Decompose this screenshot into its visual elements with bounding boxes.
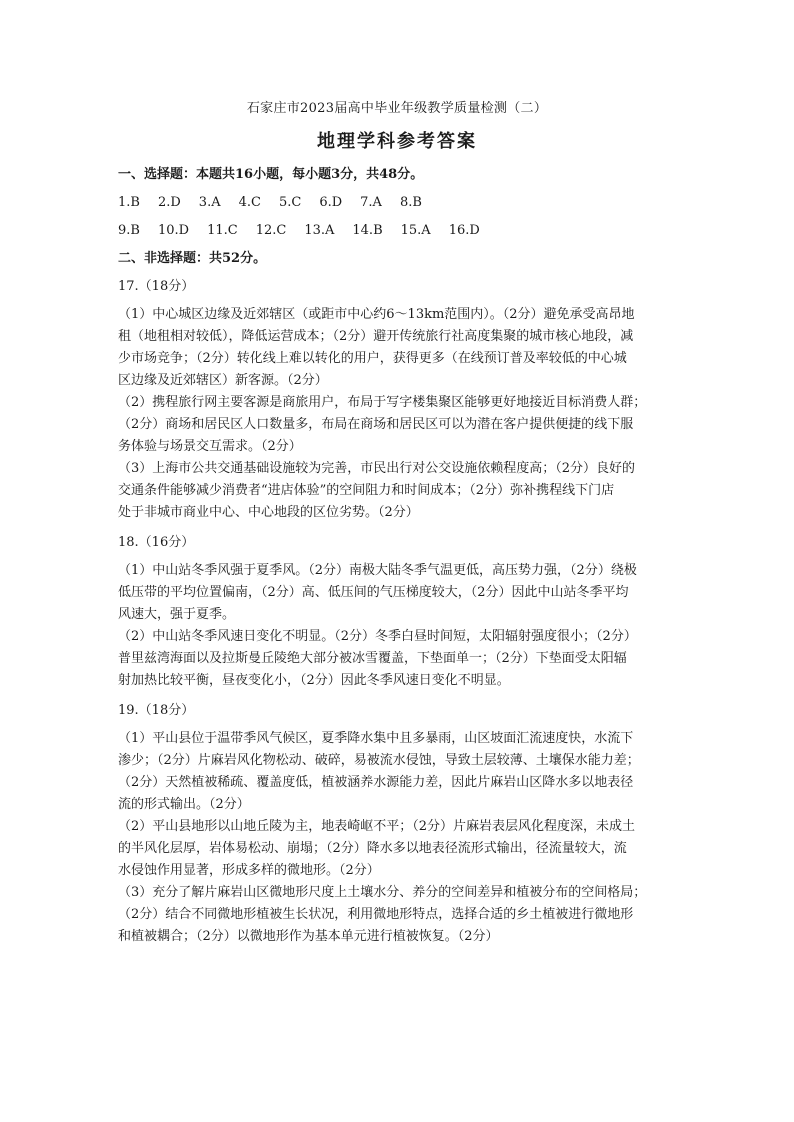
- question-17-label: 17.（18分）: [118, 279, 195, 294]
- answer-item: 3.A: [198, 195, 221, 210]
- answer-item: 14.B: [352, 223, 383, 238]
- answer-item: 4.C: [238, 195, 261, 210]
- question-18-label: 18.（16分）: [118, 535, 195, 550]
- answer-line: （2）携程旅行网主要客源是商旅用户，布局于写字楼集聚区能够更好地接近目标消费人群；: [118, 395, 647, 410]
- answer-line: 低压带的平均位置偏南，（2分）高、低压间的气压梯度较大，（2分）因此中山站冬季平均: [118, 585, 629, 600]
- answer-item: 9.B: [118, 223, 140, 238]
- answer-item: 1.B: [118, 195, 140, 210]
- answer-line: （2）平山县地形以山地丘陵为主，地表崎岖不平；（2分）片麻岩表层风化程度深，未成土: [118, 819, 636, 834]
- answer-line: 渗少；（2分）片麻岩风化物松动、破碎，易被流水侵蚀，导致土层较薄、土壤保水能力差；: [118, 753, 640, 768]
- answer-item: 5.C: [278, 195, 302, 210]
- answer-item: 10.D: [157, 223, 190, 238]
- choice-answers-row-1: [118, 192, 683, 214]
- answer-item: 16.D: [448, 223, 480, 238]
- answer-item: 12.C: [255, 223, 287, 238]
- answer-line: 和植被耦合；（2分）以微地形作为基本单元进行植被恢复。（2分）: [118, 929, 499, 944]
- answer-item: 15.A: [400, 223, 431, 238]
- answer-line: （1）中山站冬季风强于夏季风。（2分）南极大陆冬季气温更低，高压势力强，（2分）绕极: [118, 563, 637, 578]
- page-title: 地理学科参考答案: [317, 131, 477, 152]
- answer-line: 交通条件能够减少消费者“进店体验”的空间阻力和时间成本；（2分）弥补携程线下门店: [118, 483, 615, 498]
- answer-line: （2分）天然植被稀疏、覆盖度低，植被涵养水源能力差，因此片麻岩山区降水多以地表径: [118, 775, 634, 790]
- answer-line: 水侵蚀作用显著，形成多样的微地形。（2分）: [118, 863, 380, 878]
- answer-line: 少市场竞争；（2分）转化线上难以转化的用户，获得更多（在线预订普及率较低的中心城: [118, 351, 627, 366]
- answer-item: 8.B: [399, 195, 422, 210]
- section-2-heading: 二、非选择题：共52分。: [118, 251, 267, 266]
- question-18-body: [118, 560, 683, 692]
- answer-line: 区边缘及近郊辖区）新客源。（2分）: [118, 373, 328, 388]
- answer-line: 租（地租相对较低），降低运营成本；（2分）避开传统旅行社高度集聚的城市核心地段，减: [118, 329, 634, 344]
- question-17-body: [118, 304, 683, 524]
- answer-line: 流的形式输出。（2分）: [118, 797, 250, 812]
- answer-line: （1）平山县位于温带季风气候区，夏季降水集中且多暴雨，山区坡面汇流速度快，水流下: [118, 731, 634, 746]
- exam-subtitle: 石家庄市2023届高中毕业年级教学质量检测（二）: [246, 101, 548, 116]
- answer-line: （1）中心城区边缘及近郊辖区（或距市中心约6～13km范围内）。（2分）避免承受高昂地: [118, 307, 635, 322]
- answer-line: （2）中山站冬季风速日变化不明显。（2分）冬季白昼时间短，太阳辐射强度很小；（2分）: [118, 629, 637, 644]
- choice-answers-row-2: [118, 220, 683, 242]
- answer-line: 风速大，强于夏季。: [118, 607, 236, 622]
- answer-line: 射加热比较平衡，昼夜变化小，（2分）因此冬季风速日变化不明显。: [118, 673, 510, 688]
- answer-line: 务体验与场景交互需求。（2分）: [118, 439, 302, 454]
- answer-item: 13.A: [304, 223, 335, 238]
- answer-item: 11.C: [207, 223, 238, 238]
- answer-line: 的半风化层厚，岩体易松动、崩塌；（2分）降水多以地表径流形式输出，径流量较大，流: [118, 841, 627, 856]
- answer-item: 6.D: [319, 195, 343, 210]
- answer-line: 处于非城市商业中心、中心地段的区位劣势。（2分）: [118, 505, 419, 520]
- answer-item: 2.D: [157, 195, 181, 210]
- answer-item: 7.A: [360, 195, 382, 210]
- question-19-body: [118, 728, 683, 948]
- answer-line: （3）充分了解片麻岩山区微地形尺度上土壤水分、养分的空间差异和植被分布的空间格局；: [118, 885, 647, 900]
- section-1-heading: 一、选择题：本题共16小题，每小题3分，共48分。: [118, 167, 424, 182]
- question-19-label: 19.（18分）: [118, 703, 195, 718]
- answer-line: （2分）结合不同微地形植被生长状况，利用微地形特点，选择合适的乡土植被进行微地形: [118, 907, 634, 922]
- answer-content: [118, 164, 683, 948]
- answer-line: （3）上海市公共交通基础设施较为完善，市民出行对公交设施依赖程度高；（2分）良好的: [118, 461, 636, 476]
- answer-line: 普里兹湾海面以及拉斯曼丘陵绝大部分被冰雪覆盖，下垫面单一；（2分）下垫面受太阳辐: [118, 651, 627, 666]
- answer-line: （2分）商场和居民区人口数量多，布局在商场和居民区可以为潜在客户提供便捷的线下服: [118, 417, 634, 432]
